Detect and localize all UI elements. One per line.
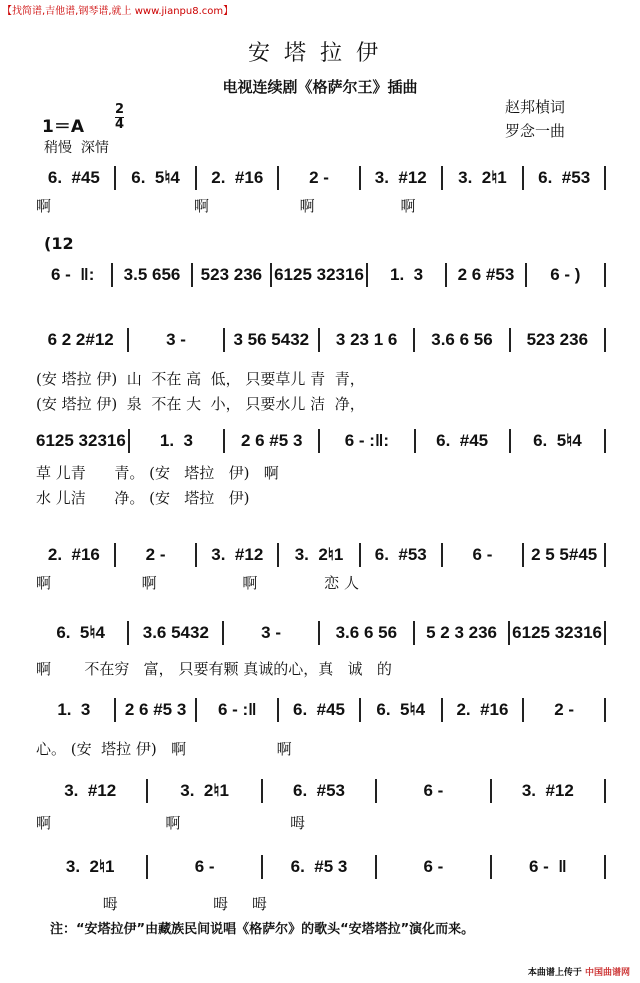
measure: 6. #45 [47,168,100,187]
bar-line [441,698,443,722]
bar-line [604,698,606,722]
song-title: 安塔拉伊 [247,41,392,66]
bar-line [604,779,606,803]
footer [528,965,630,978]
measure: 6 - [194,857,215,876]
measure: 6 - [423,781,444,800]
bar-line [318,621,320,645]
bar-line [509,429,511,453]
measure: 6. 5♮4 [533,431,582,450]
measure: 6125 32316 [274,265,364,284]
bar-line [375,855,377,879]
lyric-line: 啊 啊 呣 [36,814,306,832]
bar-line [375,779,377,803]
measure: 1. 3 [159,431,193,450]
measure: 3. #12 [211,545,264,564]
tempo-marking: 稍慢 深情 [44,140,109,156]
bar-line [277,166,279,190]
bar-line [261,779,263,803]
bar-line [127,621,129,645]
lyric-line: 草 儿青 青。 (安 塔拉 伊) 啊 [36,464,279,482]
measure: 1. 3 [57,700,91,719]
measure: 3. #12 [64,781,117,800]
measure: 6. #53 [374,545,427,564]
lyric-line: 啊 啊 啊 啊 [36,197,416,215]
measure: 6. 5♮4 [131,168,180,187]
song-subtitle: 电视连续剧《格萨尔王》插曲 [222,78,418,96]
measure: 6. #53 [293,781,346,800]
bar-line [222,621,224,645]
measure: 2. #16 [47,545,100,564]
bar-line [522,166,524,190]
measure: 3. 2♮1 [294,545,344,564]
measure: 3 23 1 6 [335,330,398,349]
measure: 2 6 #5 3 [124,700,187,719]
time-sig-bottom: 4 [115,117,125,132]
bar-line [604,263,606,287]
measure: 5 2 3 236 [426,623,497,642]
measure: 6 - ‖: [50,265,95,284]
bar-line [195,543,197,567]
bar-line [508,621,510,645]
bar-line [525,263,527,287]
measure: 1. 3 [390,265,424,284]
measure: 3.5 656 [123,265,181,284]
footer-site-logo: 中国曲谱网 [584,968,630,978]
measure: 2 6 #53 [457,265,515,284]
bar-line [146,779,148,803]
bar-line [191,263,193,287]
bar-line [114,543,116,567]
site-header-link[interactable]: 【找简谱,吉他谱,钢琴谱,就上 www.jianpu8.com】 [2,6,234,17]
composer: 罗念一曲 [505,122,566,140]
bar-line [359,166,361,190]
bar-line [366,263,368,287]
bar-line [604,429,606,453]
measure: 3.6 6 56 [335,623,398,642]
measure: 2 - [309,168,329,187]
measure: 3.6 6 56 [431,330,493,349]
bar-line [146,855,148,879]
lyric-line: (安 塔拉 伊) 泉 不在 大 小， 只要水儿 洁 净， [36,395,365,413]
measure: 6. #45 [436,431,489,450]
measure: 2. #16 [211,168,264,187]
measure: 6. #45 [293,700,346,719]
bar-line [604,543,606,567]
measure: 2 - [145,545,166,564]
bar-line [223,328,225,352]
staff-row [36,854,608,880]
measure: 3. 2♮1 [180,781,229,800]
bar-line [413,328,415,352]
measure: 6125 32316 [36,431,126,450]
lyric-line: 啊 啊 啊 恋 人 [36,574,359,592]
bar-line [114,698,116,722]
bar-line [223,429,225,453]
measure: 2. #16 [456,700,509,719]
staff-row [36,262,608,288]
measure: 3. #12 [374,168,427,187]
bar-line [522,543,524,567]
bar-line [128,429,130,453]
measure: 6 - ‖ [528,857,567,876]
bar-line [445,263,447,287]
measure: 6. 5♮4 [376,700,426,719]
measure: 6 - [423,857,444,876]
measure: 6 - ) [550,265,581,284]
staff-row [36,165,608,191]
measure: 3 56 5432 [233,330,310,349]
bar-line [413,621,415,645]
measure: 6 - :‖: [344,431,390,450]
bar-line [604,328,606,352]
staff-row [36,620,608,646]
staff-row [36,697,608,723]
measure: 6. 5♮4 [56,623,105,642]
time-signature [115,103,124,132]
measure: 3 - [261,623,281,642]
bar-line [195,166,197,190]
bar-line [261,855,263,879]
footnote: 注：“安塔拉伊”由藏族民间说唱《格萨尔》的歌头“安塔塔拉”演化而来。 [50,922,475,937]
bar-line [490,855,492,879]
bar-line [111,263,113,287]
footer-text: 本曲谱上传于 [527,968,582,978]
staff-row [36,327,608,353]
lyricist: 赵邦楨词 [505,98,566,116]
bar-line [604,621,606,645]
measure: 523 236 [200,265,263,284]
bar-line [509,328,511,352]
bar-line [604,855,606,879]
lyric-line: 呣 呣 呣 [36,895,267,913]
bar-line [359,543,361,567]
bar-line [359,698,361,722]
measure: 3. 2♮1 [65,857,115,876]
bar-line [270,263,272,287]
bar-line [277,543,279,567]
bar-line [441,543,443,567]
lyric-line: 啊 不在穷 富， 只要有颗 真诚的心，真 诚 的 [36,660,392,678]
bar-line [522,698,524,722]
measure: 6. #5 3 [290,857,348,876]
measure: 2 6 #5 3 [240,431,303,450]
bar-line [318,429,320,453]
measure: 3. #12 [521,781,574,800]
lyric-line: 水 儿洁 净。 (安 塔拉 伊) [36,489,250,507]
time-sig-top: 2 [115,102,125,117]
measure: 2 - [554,700,575,719]
bar-line [441,166,443,190]
staff-row [36,428,608,454]
bar-line [195,698,197,722]
bar-line [127,328,129,352]
measure: 3. 2♮1 [458,168,507,187]
bar-line [318,328,320,352]
bar-line [114,166,116,190]
intro-marker: (12 [44,234,74,253]
bar-line [490,779,492,803]
staff-row [36,542,608,568]
measure: 6 - [472,545,493,564]
lyric-line: (安 塔拉 伊) 山 不在 高 低， 只要草儿 青 青， [36,370,365,388]
measure: 523 236 [526,330,589,349]
measure: 6 - :‖ [217,700,257,719]
staff-row [36,778,608,804]
key-signature: 1＝A [42,117,84,137]
measure: 3.6 5432 [142,623,209,642]
measure: 3 - [166,330,186,349]
measure: 6 2 2#12 [47,330,114,349]
bar-line [414,429,416,453]
measure: 6125 32316 [512,623,602,642]
lyric-line: 心。 (安 塔拉 伊) 啊 啊 [36,740,292,758]
bar-line [277,698,279,722]
measure: 2 5 5#45 [531,545,598,564]
measure: 6. #53 [538,168,591,187]
bar-line [604,166,606,190]
